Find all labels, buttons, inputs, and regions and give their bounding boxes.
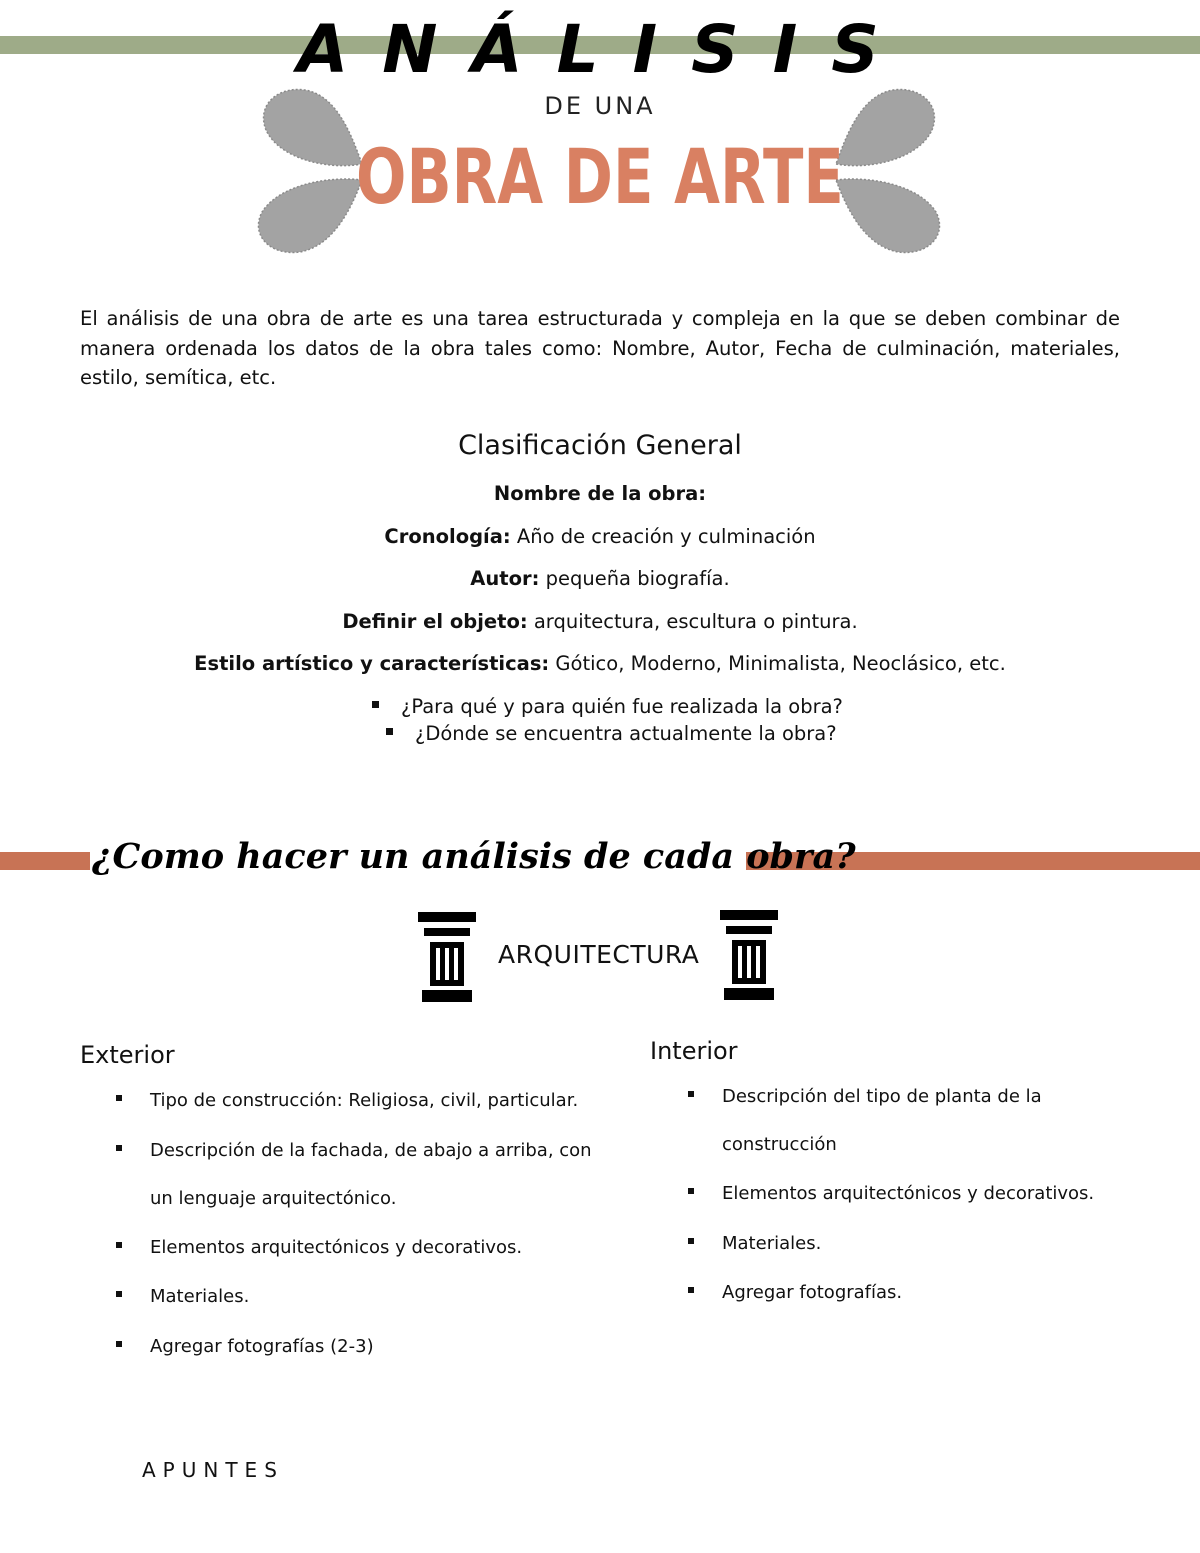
- question-item: [386, 722, 837, 745]
- architecture-label: ARQUITECTURA: [498, 940, 700, 969]
- interior-item-text: Materiales.: [722, 1233, 822, 1254]
- author-text: pequeña biografía.: [539, 567, 730, 590]
- exterior-item: [116, 1286, 249, 1307]
- question-text: ¿Para qué y para quién fue realizada la obra?: [401, 695, 843, 718]
- object-line: [0, 610, 1200, 633]
- interior-item: [688, 1282, 902, 1303]
- question-item: [372, 695, 843, 718]
- interior-item: [688, 1233, 821, 1254]
- style-line: [0, 652, 1200, 675]
- main-title: ANÁLISIS: [297, 11, 913, 88]
- column-icon: [418, 912, 476, 1002]
- column-icon: [720, 910, 778, 1000]
- interior-item-continuation: construcción: [722, 1134, 837, 1155]
- exterior-item: [116, 1336, 374, 1357]
- exterior-item: [116, 1140, 592, 1161]
- object-text: arquitectura, escultura o pintura.: [527, 610, 858, 633]
- bullet-square-icon: [688, 1238, 694, 1244]
- interior-item-text: Descripción del tipo de planta de la: [722, 1086, 1042, 1107]
- chronology-label: Cronología:: [384, 525, 511, 548]
- exterior-item-text: Tipo de construcción: Religiosa, civil, particular.: [150, 1090, 579, 1111]
- style-label: Estilo artístico y características:: [194, 652, 550, 675]
- question-text: ¿Dónde se encuentra actualmente la obra?: [415, 722, 837, 745]
- bullet-square-icon: [386, 728, 393, 735]
- interior-item-text: Elementos arquitectónicos y decorativos.: [722, 1183, 1095, 1204]
- exterior-item-continuation: un lenguaje arquitectónico.: [150, 1188, 397, 1209]
- exterior-item-text: Elementos arquitectónicos y decorativos.: [150, 1237, 523, 1258]
- bullet-square-icon: [688, 1188, 694, 1194]
- art-title: OBRA DE ARTE: [356, 132, 844, 221]
- interior-item-text: Agregar fotografías.: [722, 1282, 903, 1303]
- interior-item: [688, 1086, 1042, 1107]
- interior-heading: Interior: [650, 1037, 738, 1065]
- bullet-square-icon: [688, 1091, 694, 1097]
- interior-item: [688, 1183, 1094, 1204]
- bullet-square-icon: [116, 1145, 122, 1151]
- classification-title: Clasificación General: [458, 430, 742, 461]
- artwork-name-label: Nombre de la obra:: [493, 482, 707, 505]
- bullet-square-icon: [116, 1341, 122, 1347]
- exterior-item-text: Agregar fotografías (2-3): [150, 1336, 374, 1357]
- author-label: Autor:: [470, 567, 540, 590]
- exterior-item-text: Descripción de la fachada, de abajo a arriba, con: [150, 1140, 592, 1161]
- intro-paragraph: El análisis de una obra de arte es una tarea estructurada y compleja en la que se deben combinar de manera ordenada los datos de la obra tales como: Nombre, Autor, Fecha de culminación, materiales, estilo, semítica, etc.: [80, 307, 1120, 389]
- bullet-square-icon: [116, 1291, 122, 1297]
- section-title: ¿Como hacer un análisis de cada obra?: [92, 836, 856, 877]
- chronology-text: Año de creación y culminación: [510, 525, 816, 548]
- bullet-square-icon: [116, 1242, 122, 1248]
- exterior-item-text: Materiales.: [150, 1286, 250, 1307]
- notes-label: APUNTES: [142, 1458, 284, 1482]
- chronology-line: [0, 525, 1200, 548]
- bullet-square-icon: [688, 1287, 694, 1293]
- exterior-item: [116, 1237, 522, 1258]
- artwork-name-line: [0, 482, 1200, 505]
- subtitle: DE UNA: [544, 92, 656, 120]
- author-line: [0, 567, 1200, 590]
- exterior-heading: Exterior: [80, 1041, 175, 1069]
- bullet-square-icon: [116, 1095, 122, 1101]
- object-label: Definir el objeto:: [342, 610, 528, 633]
- exterior-item: [116, 1090, 578, 1111]
- style-text: Gótico, Moderno, Minimalista, Neoclásico, etc.: [549, 652, 1006, 675]
- section-band-left: [0, 852, 90, 870]
- bullet-square-icon: [372, 701, 379, 708]
